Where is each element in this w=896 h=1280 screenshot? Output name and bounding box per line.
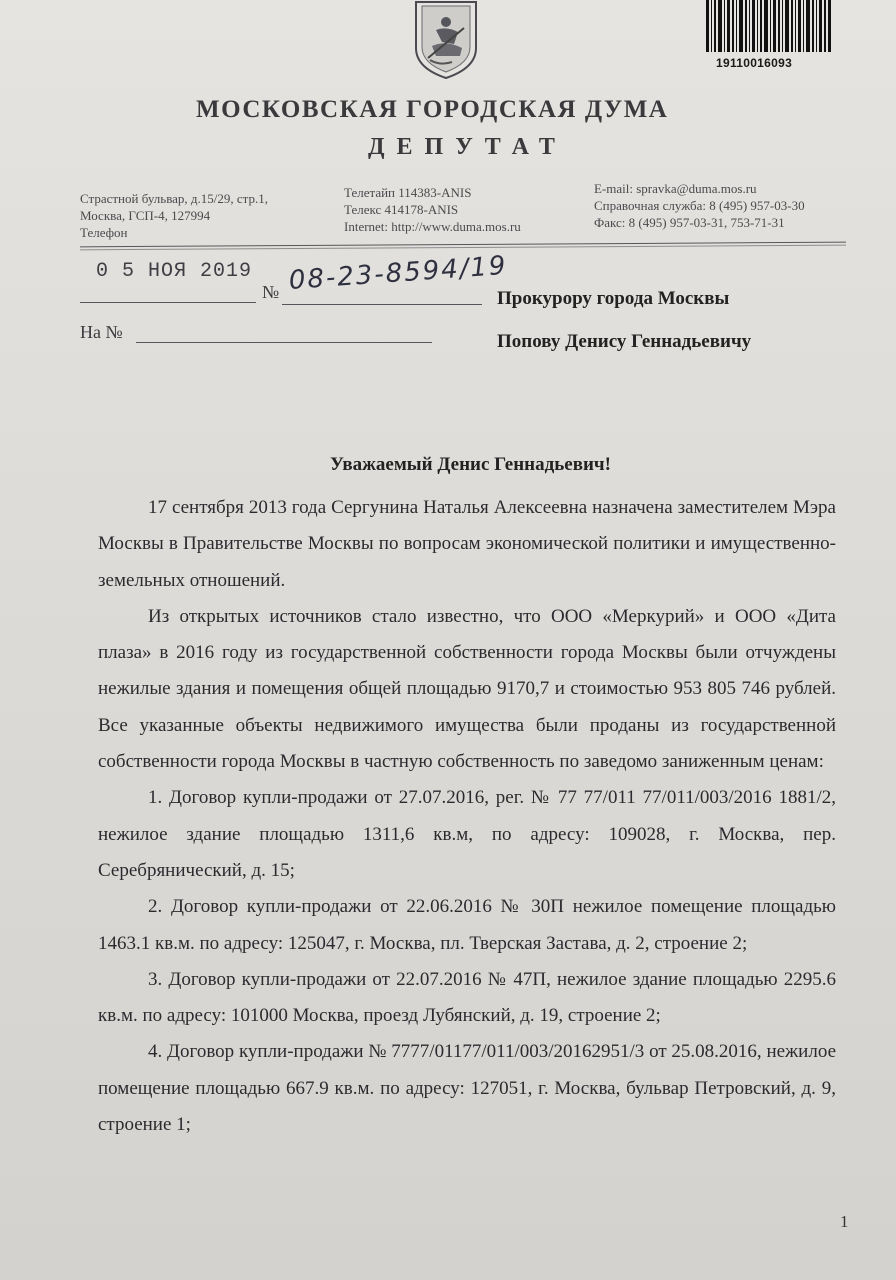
addressee-position: Прокурору города Москвы (497, 288, 730, 309)
contact-line: Страстной бульвар, д.15/29, стр.1, (80, 191, 269, 206)
barcode-number: 19110016093 (716, 56, 793, 70)
reference-number-label: На № (80, 322, 123, 342)
contacts-address (80, 190, 268, 241)
paragraph: Из открытых источников стало известно, что ООО «Меркурий» и ООО «Дита плаза» в 2016 году из государственной собственности города Москвы были отчуждены нежилые здания и помещения общей площадью 9170,7 и стоимостью 953 805 746 рублей. Все указанные объекты недвижимого имущества были проданы из государственной собственности города Москвы в частную собственность по заведомо заниженным ценам: (98, 605, 836, 773)
list-item: 3. Договор купли-продажи от 22.07.2016 № 47П, нежилое здание площадью 2295.6 кв.м. по адресу: 101000 Москва, проезд Лубянский, д. 19, строение 2; (98, 968, 836, 1027)
contact-line: Телетайп 114383-ANIS (344, 185, 472, 200)
letter-greeting: Уважаемый Денис Геннадьевич! (330, 454, 611, 475)
page-number: 1 (840, 1212, 849, 1231)
contacts-email-phone (594, 180, 805, 231)
organization-subtitle: ДЕПУТАТ (368, 134, 567, 160)
addressee-name: Попову Денису Геннадьевичу (497, 331, 752, 352)
contact-line: Телефон (80, 225, 128, 240)
list-item: 1. Договор купли-продажи от 27.07.2016, рег. № 77 77/011 77/011/003/2016 1881/2, нежилое здание площадью 1311,6 кв.м, по адресу: 109028, г. Москва, пер. Серебрянический, д. 15; (98, 787, 836, 881)
registration-number: 08-23-8594/19 (287, 250, 509, 296)
contact-line: Телекс 414178-ANIS (344, 202, 459, 217)
contact-line: Факс: 8 (495) 957-03-31, 753-71-31 (594, 215, 785, 230)
contact-line: E-mail: spravka@duma.mos.ru (594, 181, 757, 196)
contact-line: Справочная служба: 8 (495) 957-03-30 (594, 198, 805, 213)
organization-title: МОСКОВСКАЯ ГОРОДСКАЯ ДУМА (196, 96, 669, 123)
date-stamp: 0 5 НОЯ 2019 (96, 260, 253, 283)
contact-line: Москва, ГСП-4, 127994 (80, 208, 211, 223)
contact-line: Internet: http://www.duma.mos.ru (344, 219, 521, 234)
list-item: 2. Договор купли-продажи от 22.06.2016 № 30П нежилое помещение площадью 1463.1 кв.м. по адресу: 125047, г. Москва, пл. Тверская Застава, д. 2, строение 2; (98, 896, 836, 954)
barcode (706, 0, 832, 52)
moscow-coat-of-arms-emblem (406, 0, 486, 80)
date-underline (80, 302, 256, 303)
letter-body (98, 490, 836, 1143)
reference-number-underline (136, 342, 432, 343)
contacts-teletype (344, 184, 521, 235)
number-underline (282, 304, 482, 305)
list-item: 4. Договор купли-продажи № 7777/01177/011/003/20162951/3 от 25.08.2016, нежилое помещение площадью 667.9 кв.м. по адресу: 127051, г. Москва, бульвар Петровский, д. 9, строение 1; (98, 1041, 836, 1136)
number-label: № (262, 282, 280, 302)
paragraph: 17 сентября 2013 года Сергунина Наталья Алексеевна назначена заместителем Мэра Москвы в Правительстве Москвы по вопросам экономической политики и имущественно-земельных отношений. (98, 497, 836, 591)
